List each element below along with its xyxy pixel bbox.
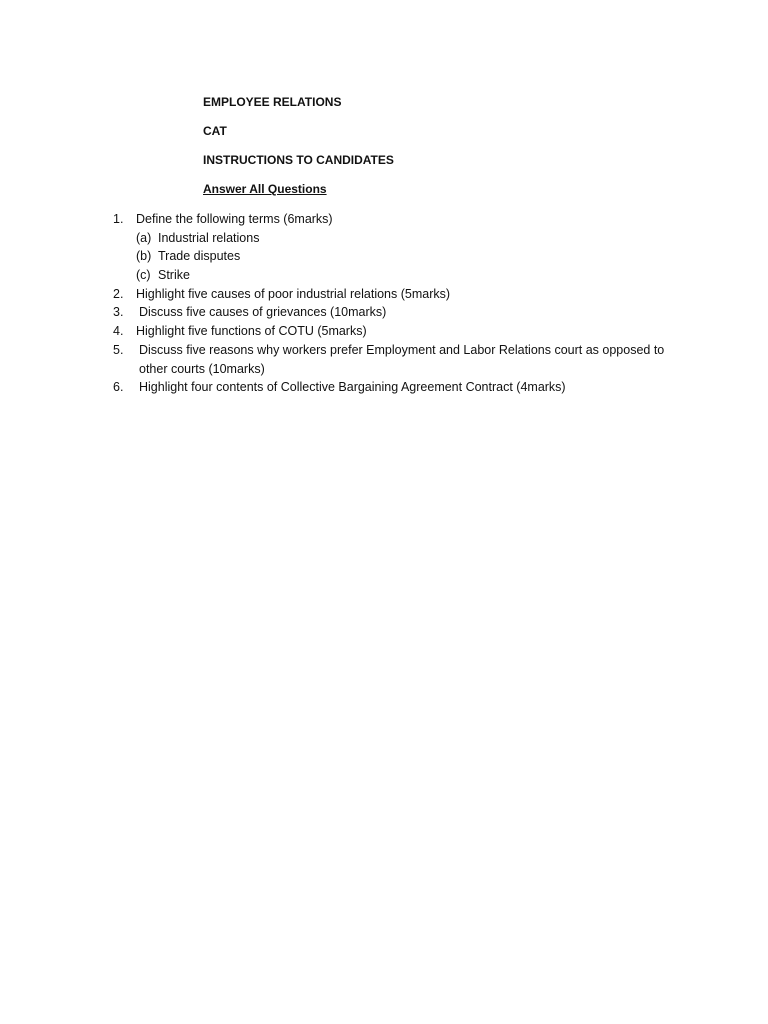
sub-item [0, 229, 768, 248]
exam-type: CAT [203, 124, 227, 138]
sub-item-text: Trade disputes [158, 249, 241, 264]
question-text: Highlight five functions of COTU (5marks) [136, 324, 367, 339]
question-list [0, 210, 768, 397]
question-number: 2. [113, 286, 124, 301]
question-text: Highlight four contents of Collective Bargaining Agreement Contract (4marks) [139, 380, 566, 395]
instructions-heading: INSTRUCTIONS TO CANDIDATES [203, 153, 394, 167]
question-number: 4. [113, 324, 124, 339]
sub-item-text: Strike [158, 268, 190, 283]
sub-item [0, 266, 768, 285]
instruction-text: Answer All Questions [203, 182, 327, 196]
sub-item-letter: (a) [136, 230, 152, 245]
question-number: 3. [113, 305, 124, 320]
question-text: Discuss five reasons why workers prefer Employment and Labor Relations court as opposed to other courts (10marks) [139, 342, 665, 376]
question-item [0, 378, 768, 397]
question-item [0, 322, 768, 341]
question-text: Highlight five causes of poor industrial relations (5marks) [136, 286, 451, 301]
question-item [0, 341, 768, 378]
question-number: 6. [113, 380, 124, 395]
question-item [0, 210, 768, 229]
question-number: 1. [113, 212, 124, 226]
question-text: Discuss five causes of grievances (10marks) [139, 305, 387, 320]
sub-item-letter: (b) [136, 249, 152, 264]
instruction-line [203, 182, 327, 196]
document-title: EMPLOYEE RELATIONS [203, 95, 342, 109]
question-number: 5. [113, 342, 124, 357]
question-item [0, 303, 768, 322]
question-item [0, 285, 768, 304]
sub-item [0, 247, 768, 266]
question-text: Define the following terms (6marks) [136, 212, 333, 226]
sub-item-letter: (c) [136, 268, 151, 283]
sub-item-text: Industrial relations [158, 230, 260, 245]
